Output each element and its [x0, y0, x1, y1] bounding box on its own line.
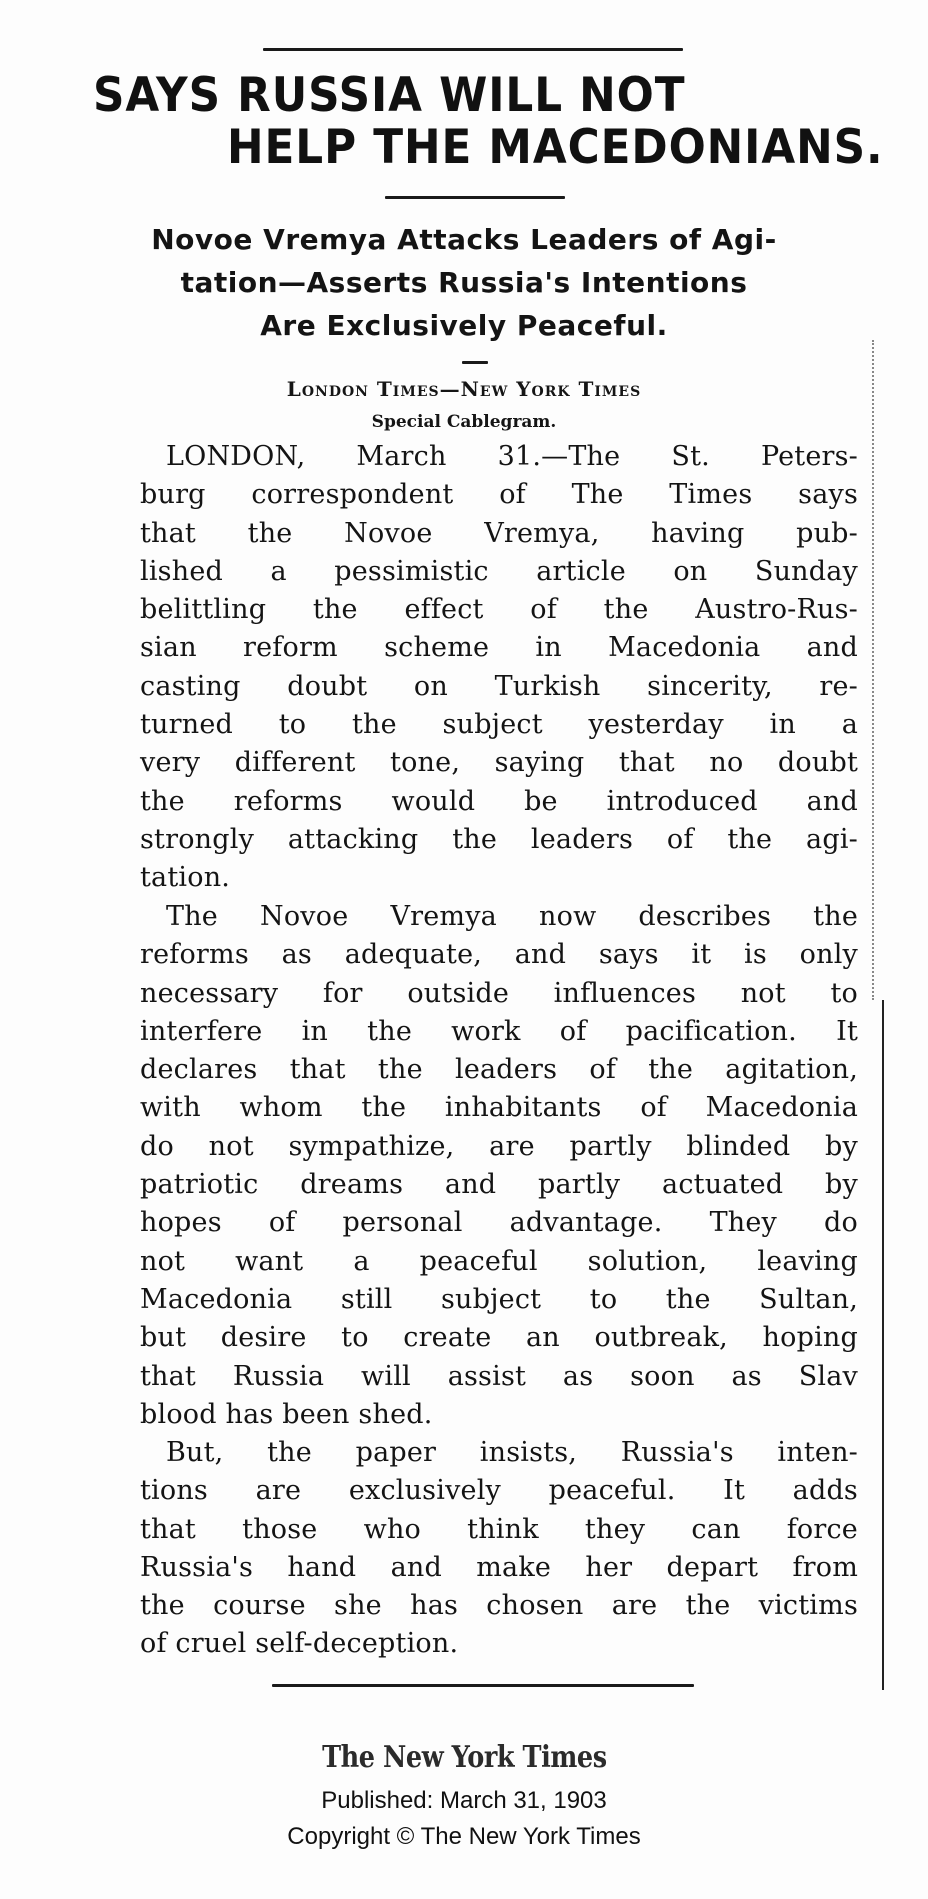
body-line: tions are exclusively peaceful. It adds — [140, 1475, 858, 1507]
deck-line: tation—Asserts Russia's Intentions — [180, 266, 748, 299]
paragraph-2 — [140, 898, 858, 1434]
column-rule — [882, 1000, 884, 1690]
body-line: tation. — [140, 862, 231, 894]
credit-source: London Times—New York Times — [286, 377, 642, 401]
deck-line: Novoe Vremya Attacks Leaders of Agi- — [151, 223, 777, 256]
credit-type: Special Cablegram. — [371, 412, 557, 432]
body-line: strongly attacking the leaders of the agi- — [140, 823, 858, 855]
body-line: The Novoe Vremya now describes the — [166, 901, 858, 932]
column-rule-dotted — [872, 340, 876, 1000]
paragraph-1 — [140, 438, 858, 898]
body-line: LONDON, March 31.—The St. Peters- — [166, 441, 858, 472]
body-line: sian reform scheme in Macedonia and — [140, 632, 858, 664]
body-line: necessary for outside influences not to — [140, 977, 858, 1009]
body-line: but desire to create an outbreak, hoping — [140, 1322, 858, 1354]
body-line: But, the paper insists, Russia's inten- — [166, 1437, 858, 1468]
body-line: declares that the leaders of the agitation, — [140, 1054, 858, 1086]
body-line: interfere in the work of pacification. It — [140, 1015, 858, 1047]
body-line: turned to the subject yesterday in a — [140, 709, 858, 741]
body-line: of cruel self-deception. — [140, 1628, 459, 1660]
body-line: the course she has chosen are the victims — [140, 1590, 858, 1622]
body-line: Macedonia still subject to the Sultan, — [140, 1283, 858, 1315]
masthead-logo — [0, 1740, 928, 1775]
deck — [60, 218, 868, 347]
body-line: do not sympathize, are partly blinded by — [140, 1130, 858, 1162]
deck-dash — [462, 361, 488, 364]
body-line: burg correspondent of The Times says — [140, 479, 858, 511]
deck-line: Are Exclusively Peaceful. — [260, 309, 668, 342]
body-line: lished a pessimistic article on Sunday — [140, 555, 858, 587]
headline-line-2: HELP THE MACEDONIANS. — [227, 120, 884, 175]
masthead-text: The New York Times — [321, 1740, 607, 1775]
body-line: patriotic dreams and partly actuated by — [140, 1169, 858, 1201]
body-line: blood has been shed. — [140, 1398, 433, 1430]
body-line: that the Novoe Vremya, having pub- — [140, 517, 858, 549]
body-line: the reforms would be introduced and — [140, 785, 858, 817]
bottom-rule — [272, 1684, 694, 1687]
body-line: reforms as adequate, and says it is only — [140, 939, 858, 971]
body-line: belittling the effect of the Austro-Rus- — [140, 594, 858, 626]
headline-rule — [385, 196, 565, 199]
body-line: that those who think they can force — [140, 1513, 858, 1545]
body-line: casting doubt on Turkish sincerity, re- — [140, 670, 858, 702]
headline-line-1: SAYS RUSSIA WILL NOT — [93, 68, 686, 123]
footer — [0, 1740, 928, 1855]
body-line: hopes of personal advantage. They do — [140, 1207, 858, 1239]
body-line: very different tone, saying that no doubt — [140, 747, 858, 779]
top-rule — [263, 48, 683, 51]
paragraph-3 — [140, 1434, 858, 1664]
body-line: that Russia will assist as soon as Slav — [140, 1360, 858, 1392]
published-date: Published: March 31, 1903 — [321, 1787, 607, 1814]
body-line: Russia's hand and make her depart from — [140, 1551, 858, 1583]
copyright-notice: Copyright © The New York Times — [287, 1823, 641, 1850]
body-line: not want a peaceful solution, leaving — [140, 1245, 858, 1277]
body-line: with whom the inhabitants of Macedonia — [140, 1092, 858, 1124]
